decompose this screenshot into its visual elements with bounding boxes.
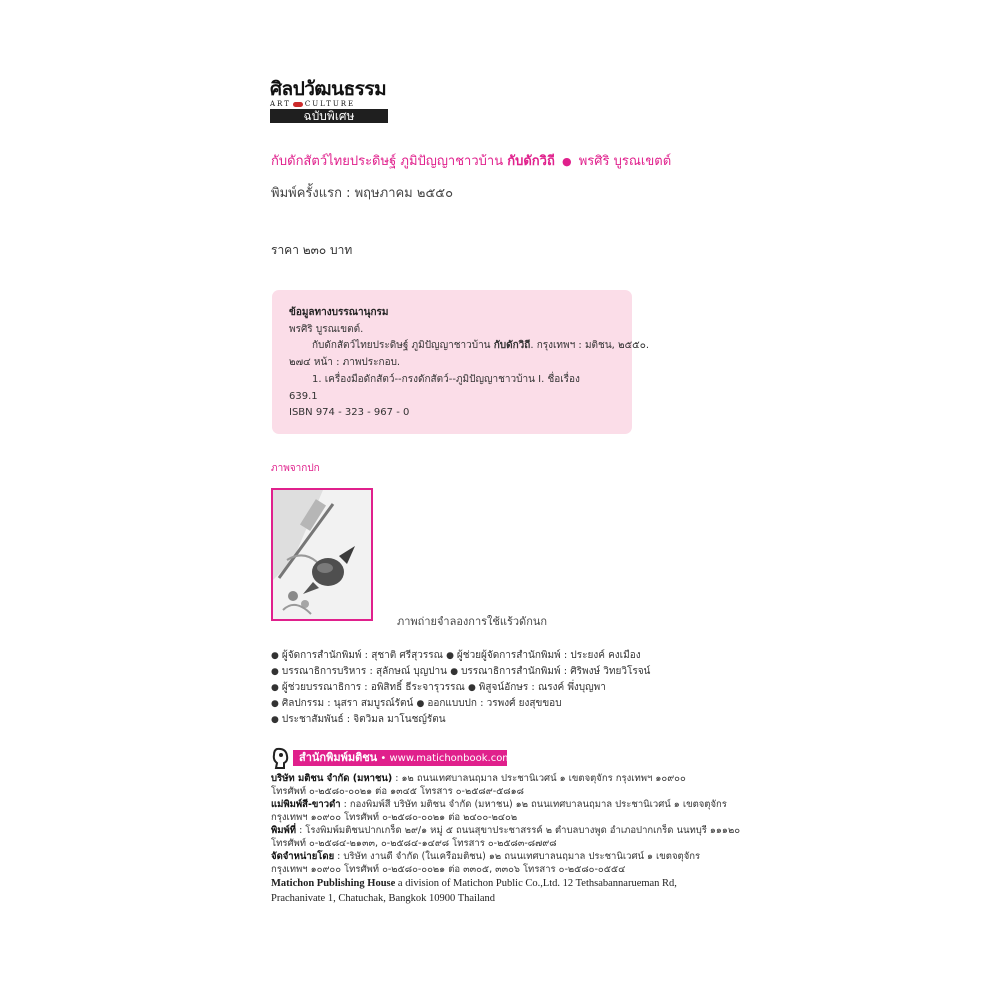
bullet-icon: ● bbox=[467, 683, 476, 693]
cip-isbn: ISBN 974 - 323 - 967 - 0 bbox=[289, 407, 410, 418]
cip-author: พรศิริ บูรณเขตต์. bbox=[289, 324, 364, 335]
logo-subtitle bbox=[270, 100, 390, 108]
company-phone: โทรศัพท์ ๐-๒๕๘๐-๐๐๒๑ ต่อ ๑๓๔๕ โทรสาร ๐-๒๕๘๙-๕๘๑๘ bbox=[271, 786, 524, 797]
logo-ampersand-mark bbox=[293, 102, 303, 107]
bullet-icon: ● bbox=[416, 699, 425, 709]
cip-imprint: . กรุงเทพฯ : มติชน, ๒๕๕๐. bbox=[530, 340, 650, 351]
credit-text: ศิลปกรรม : นุสรา สมบูรณ์รัตน์ bbox=[281, 698, 414, 709]
distributor-text: : บริษัท งานดี จำกัด (ในเครือมติชน) ๑๒ ถนนเทศบาลนฤมาล ประชานิเวศน์ ๑ เขตจตุจักร bbox=[334, 851, 701, 862]
english-address-line-1 bbox=[271, 878, 677, 890]
credit-line bbox=[271, 666, 650, 678]
credit-line bbox=[271, 650, 641, 662]
credit-text: ประชาสัมพันธ์ : จิตวิมล มาโนชญ์รัตน bbox=[281, 714, 446, 725]
cover-heading: ภาพจากปก bbox=[271, 463, 320, 474]
credit-text: ผู้จัดการสำนักพิมพ์ : สุชาติ ศรีสุวรรณ bbox=[281, 650, 443, 661]
company-name: บริษัท มติชน จำกัด (มหาชน) bbox=[271, 773, 393, 784]
printer-phone: โทรศัพท์ ๐-๒๕๘๔-๒๑๓๓, ๐-๒๕๘๔-๑๔๙๘ โทรสาร ๐-๒๕๘๓-๘๗๙๘ bbox=[271, 838, 557, 849]
bullet-icon: ● bbox=[446, 651, 454, 661]
book-title: กับดักสัตว์ไทยประดิษฐ์ ภูมิปัญญาชาวบ้าน bbox=[271, 154, 504, 169]
cip-class-number: 639.1 bbox=[289, 391, 318, 402]
cip-heading: ข้อมูลทางบรรณานุกรม bbox=[289, 307, 389, 318]
book-title-bold: กับดักวิถี bbox=[507, 154, 555, 169]
distributor bbox=[271, 851, 700, 862]
plate-maker-phone: กรุงเทพฯ ๑๐๙๐๐ โทรศัพท์ ๐-๒๕๘๐-๐๐๒๑ ต่อ ๒๔๐๐-๒๔๐๒ bbox=[271, 812, 518, 823]
publisher-logo-icon bbox=[271, 747, 291, 769]
magazine-logo bbox=[270, 78, 390, 125]
cataloging-box bbox=[272, 290, 650, 434]
company-address-text: : ๑๒ ถนนเทศบาลนฤมาล ประชานิเวศน์ ๑ เขตจตุจักร กรุงเทพฯ ๑๐๙๐๐ bbox=[392, 773, 686, 784]
cip-title-line bbox=[312, 340, 649, 352]
printer-label: พิมพ์ที่ bbox=[271, 825, 297, 836]
credit-line bbox=[271, 682, 606, 694]
bullet-icon: ● bbox=[450, 667, 459, 677]
logo-culture: CULTURE bbox=[304, 100, 356, 108]
credit-line bbox=[271, 714, 446, 726]
cip-subjects: 1. เครื่องมือดักสัตว์--กรงดักสัตว์--ภูมิปัญญาชาวบ้าน I. ชื่อเรื่อง bbox=[312, 374, 580, 385]
publisher-head-icon bbox=[271, 747, 291, 769]
english-address-line-2: Prachanivate 1, Chatuchak, Bangkok 10900 Thailand bbox=[271, 893, 496, 904]
distributor-label: จัดจำหน่ายโดย bbox=[271, 851, 335, 862]
credit-text: ผู้ช่วยบรรณาธิการ : อพิสิทธิ์ ธีระจารุวรรณ bbox=[281, 682, 465, 693]
book-price: ราคา ๒๓๐ บาท bbox=[271, 243, 353, 257]
bullet-icon: • bbox=[380, 753, 387, 764]
cip-title: กับดักสัตว์ไทยประดิษฐ์ ภูมิปัญญาชาวบ้าน bbox=[312, 340, 491, 351]
bullet-icon: ● bbox=[561, 155, 572, 168]
publisher-banner bbox=[293, 750, 513, 766]
publisher-name: สำนักพิมพ์มติชน bbox=[299, 751, 378, 764]
credit-text: บรรณาธิการสำนักพิมพ์ : ศิริพงษ์ วิทยวิโรจน์ bbox=[461, 666, 651, 677]
book-title-line bbox=[271, 150, 671, 171]
printer-text: : โรงพิมพ์มติชนปากเกร็ด ๒๙/๑ หมู่ ๕ ถนนสุขาประชาสรรค์ ๒ ตำบลบางพูด อำเภอปากเกร็ด นนทบุรี ๑๑๑๒๐ bbox=[296, 825, 741, 836]
bullet-icon: ● bbox=[271, 683, 279, 693]
logo-art: ART bbox=[270, 100, 291, 108]
first-print-date: พิมพ์ครั้งแรก : พฤษภาคม ๒๕๕๐ bbox=[271, 186, 454, 201]
bullet-icon: ● bbox=[271, 651, 279, 661]
cip-pages: ๒๗๔ หน้า : ภาพประกอบ. bbox=[289, 357, 401, 368]
english-address-text: a division of Matichon Public Co.,Ltd. 12 Tethsabannarueman Rd, bbox=[395, 878, 677, 889]
cover-photo-image bbox=[273, 490, 371, 619]
bullet-icon: ● bbox=[271, 699, 279, 709]
plate-maker-label: แม่พิมพ์สี-ขาวดำ bbox=[271, 799, 341, 810]
english-publisher-name: Matichon Publishing House bbox=[271, 878, 396, 889]
credit-text: พิสูจน์อักษร : ณรงค์ พึ่งบุญพา bbox=[478, 682, 606, 693]
logo-edition: ฉบับพิเศษ bbox=[270, 109, 388, 123]
credit-text: ผู้ช่วยผู้จัดการสำนักพิมพ์ : ประยงค์ คงเมือง bbox=[456, 650, 641, 661]
plate-maker bbox=[271, 799, 727, 810]
logo-title: ศิลปวัฒนธรรม bbox=[270, 78, 387, 100]
bullet-icon: ● bbox=[271, 667, 279, 677]
cover-photo bbox=[271, 488, 373, 621]
credit-text: ออกแบบปก : วรพงศ์ ยงสุขขอบ bbox=[427, 698, 562, 709]
printer bbox=[271, 825, 740, 836]
cip-title-bold: กับดักวิถี bbox=[493, 340, 531, 351]
credit-line bbox=[271, 698, 562, 710]
credit-text: บรรณาธิการบริหาร : สุลักษณ์ บุญปาน bbox=[281, 666, 448, 677]
company-address bbox=[271, 773, 686, 784]
plate-maker-text: : กองพิมพ์สี บริษัท มติชน จำกัด (มหาชน) ๑๒ ถนนเทศบาลนฤมาล ประชานิเวศน์ ๑ เขตจตุจักร bbox=[340, 799, 727, 810]
bullet-icon: ● bbox=[271, 715, 279, 725]
distributor-phone: กรุงเทพฯ ๑๐๙๐๐ โทรศัพท์ ๐-๒๕๘๐-๐๐๒๑ ต่อ ๓๓๐๕, ๓๓๐๖ โทรสาร ๐-๒๕๘๐-๐๕๕๔ bbox=[271, 864, 626, 875]
publisher-website[interactable]: www.matichonbook.com bbox=[389, 753, 513, 764]
book-author: พรศิริ บูรณเขตต์ bbox=[578, 154, 672, 169]
cover-caption: ภาพถ่ายจำลองการใช้แร้วดักนก bbox=[397, 615, 548, 628]
